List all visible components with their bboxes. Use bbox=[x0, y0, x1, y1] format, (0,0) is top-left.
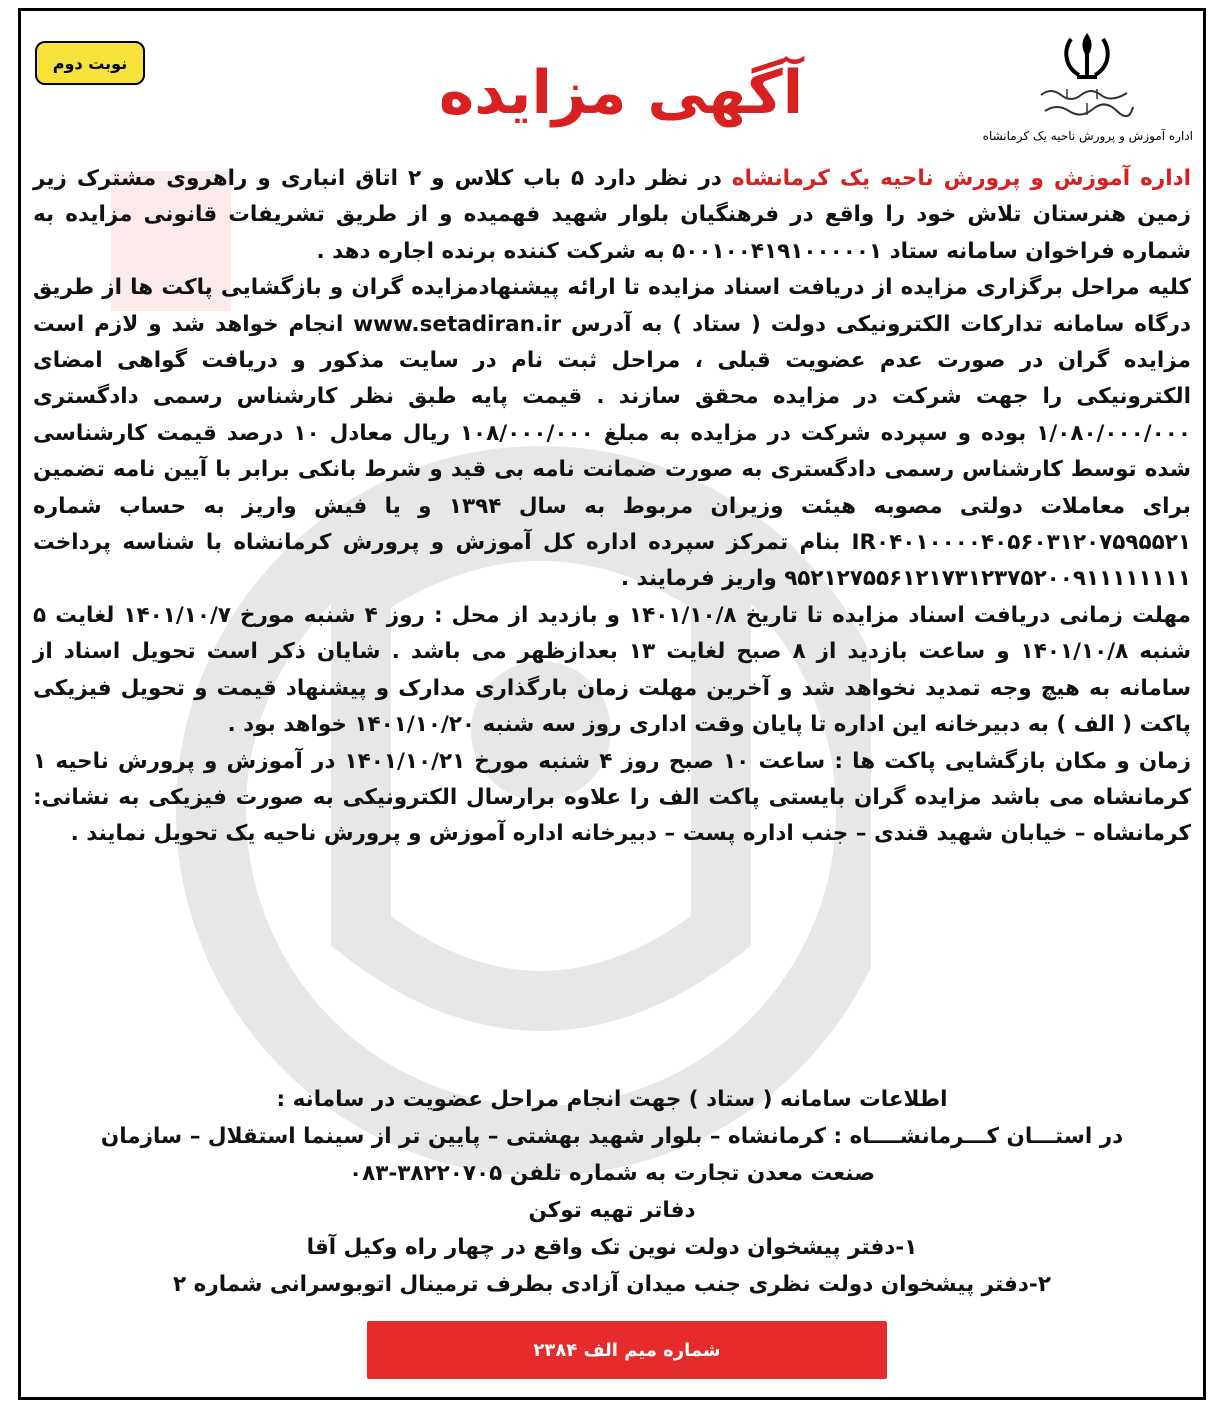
setad-url-link[interactable]: www.setadiran.ir bbox=[353, 311, 562, 337]
second-round-badge bbox=[35, 41, 145, 85]
page-title: آگهی مزایده bbox=[438, 58, 804, 128]
intro-text: در نظر دارد ۵ باب کلاس و ۲ اتاق انباری و راهروی مشترک زیر زمین هنرستان تلاش خود را واقع در فرهنگیان بلوار شهید فهمیده و از طریق تشریفات قانونی مزایده به شماره فراخوان سامانه ستاد ۵۰۰۱۰۰۴۱۹۱۰۰۰۰۰۱ به شرکت کننده برنده اجاره دهد . bbox=[33, 166, 1191, 264]
procedure-text-b: انجام خواهد شد و لازم است مزایده گران در صورت عدم عضویت قبلی ، مراحل ثبت نام در سایت مذکور و دریافت گواهی امضای الکترونیکی را جهت شرکت در مزایده محقق سازند . قیمت پایه طبق نظر کارشناس رسمی دادگستری ۱/۰۸۰/۰۰۰/۰۰۰ بوده و سپرده شرکت در مزایده به مبلغ ۱۰۸/۰۰۰/۰۰۰ ریال معادل ۱۰ درصد قیمت کارشناسی شده توسط کارشناس رسمی دادگستری به صورت ضمانت نامه بی قید و شرط بانکی برابر با آیین نامه تضمین برای معاملات دولتی مصوبه هیئت وزیران مربوط به سال ۱۳۹۴ و یا فیش واریز به حساب شماره IR۰۴۰۱۰۰۰۰۴۰۵۶۰۳۱۲۰۷۵۹۵۵۲۱ بنام تمرکز سپرده اداره کل آموزش و پرورش کرمانشاه با شناسه پرداخت ۹۵۲۱۲۷۵۵۶۱۲۱۷۳۱۲۳۷۵۲۰۰۹۱۱۱۱۱۱۱۱ واریز فرمایند . bbox=[33, 311, 1192, 592]
info-address: در استـــان کـــرمانشــــاه : کرمانشاه – بلوار شهید بهشتی – پایین تر از سینما استقلال – سازمان bbox=[100, 1124, 1124, 1149]
org-name-highlight: اداره آموزش و پرورش ناحیه یک کرمانشاه bbox=[731, 166, 1191, 191]
paragraph-procedure bbox=[33, 270, 1191, 598]
paragraph-intro bbox=[33, 161, 1191, 270]
org-signature-logo bbox=[1037, 85, 1137, 119]
info-heading: اطلاعات سامانه ( ستاد ) جهت انجام مراحل عضویت در سامانه : bbox=[276, 1087, 948, 1112]
reference-number: شماره میم الف ۲۳۸۴ bbox=[533, 1339, 721, 1361]
setad-info-block bbox=[33, 1081, 1191, 1303]
notice-frame bbox=[18, 8, 1206, 1400]
reference-number-bar bbox=[367, 1321, 887, 1379]
org-caption: اداره آموزش و پرورش ناحیه یک کرمانشاه bbox=[982, 129, 1193, 143]
notice-body bbox=[33, 161, 1191, 853]
procedure-text-a: کلیه مراحل برگزاری مزایده از دریافت اسناد مزایده تا ارائه پیشنهادمزایده گران و بازگشایی پاکت ها از طریق درگاه سامانه تدارکات الکترونیکی دولت ( ستاد ) به آدرس bbox=[33, 275, 1191, 337]
token-offices-heading: دفاتر تهیه توکن bbox=[528, 1198, 696, 1223]
token-office-2: ۲-دفتر پیشخوان دولت نظری جنب میدان آزادی بطرف ترمینال اتوبوسرانی شماره ۲ bbox=[173, 1272, 1051, 1297]
iran-emblem-icon bbox=[1057, 27, 1117, 83]
paragraph-deadline: مهلت زمانی دریافت اسناد مزایده تا تاریخ ۱۴۰۱/۱۰/۸ و بازدید از محل : روز ۴ شنبه مورخ ۱۴۰۱/۱۰/۷ لغایت ۵ شنبه ۱۴۰۱/۱۰/۸ و ساعت بازدید از ۸ صبح لغایت ۱۳ بعدازظهر می باشد . شایان ذکر است تحویل اسناد از سامانه به هیچ وجه تمدید نخواهد شد و آخرین مهلت زمان بارگذاری مدارک و پیشنهاد قیمت و تحویل فیزیکی پاکت ( الف ) به دبیرخانه این اداره تا پایان وقت اداری روز سه شنبه ۱۴۰۱/۱۰/۲۰ خواهد بود . bbox=[33, 602, 1191, 738]
badge-label: نوبت دوم bbox=[52, 53, 128, 73]
token-office-1: ۱-دفتر پیشخوان دولت نوین تک واقع در چهار راه وکیل آقا bbox=[306, 1235, 918, 1260]
info-phone: صنعت معدن تجارت به شماره تلفن ۳۸۲۲۰۷۰۵-۰۸۳ bbox=[349, 1161, 875, 1186]
paragraph-opening: زمان و مکان بازگشایی پاکت ها : ساعت ۱۰ صبح روز ۴ شنبه مورخ ۱۴۰۱/۱۰/۲۱ در آموزش و پرورش ناحیه ۱ کرمانشاه می باشد مزایده گران بایستی پاکت الف را علاوه برارسال الکترونیکی به صورت فیزیکی به نشانی: کرمانشاه – خیابان شهید قندی – جنب اداره پست – دبیرخانه اداره آموزش و پرورش ناحیه یک تحویل نمایند . bbox=[33, 748, 1191, 847]
